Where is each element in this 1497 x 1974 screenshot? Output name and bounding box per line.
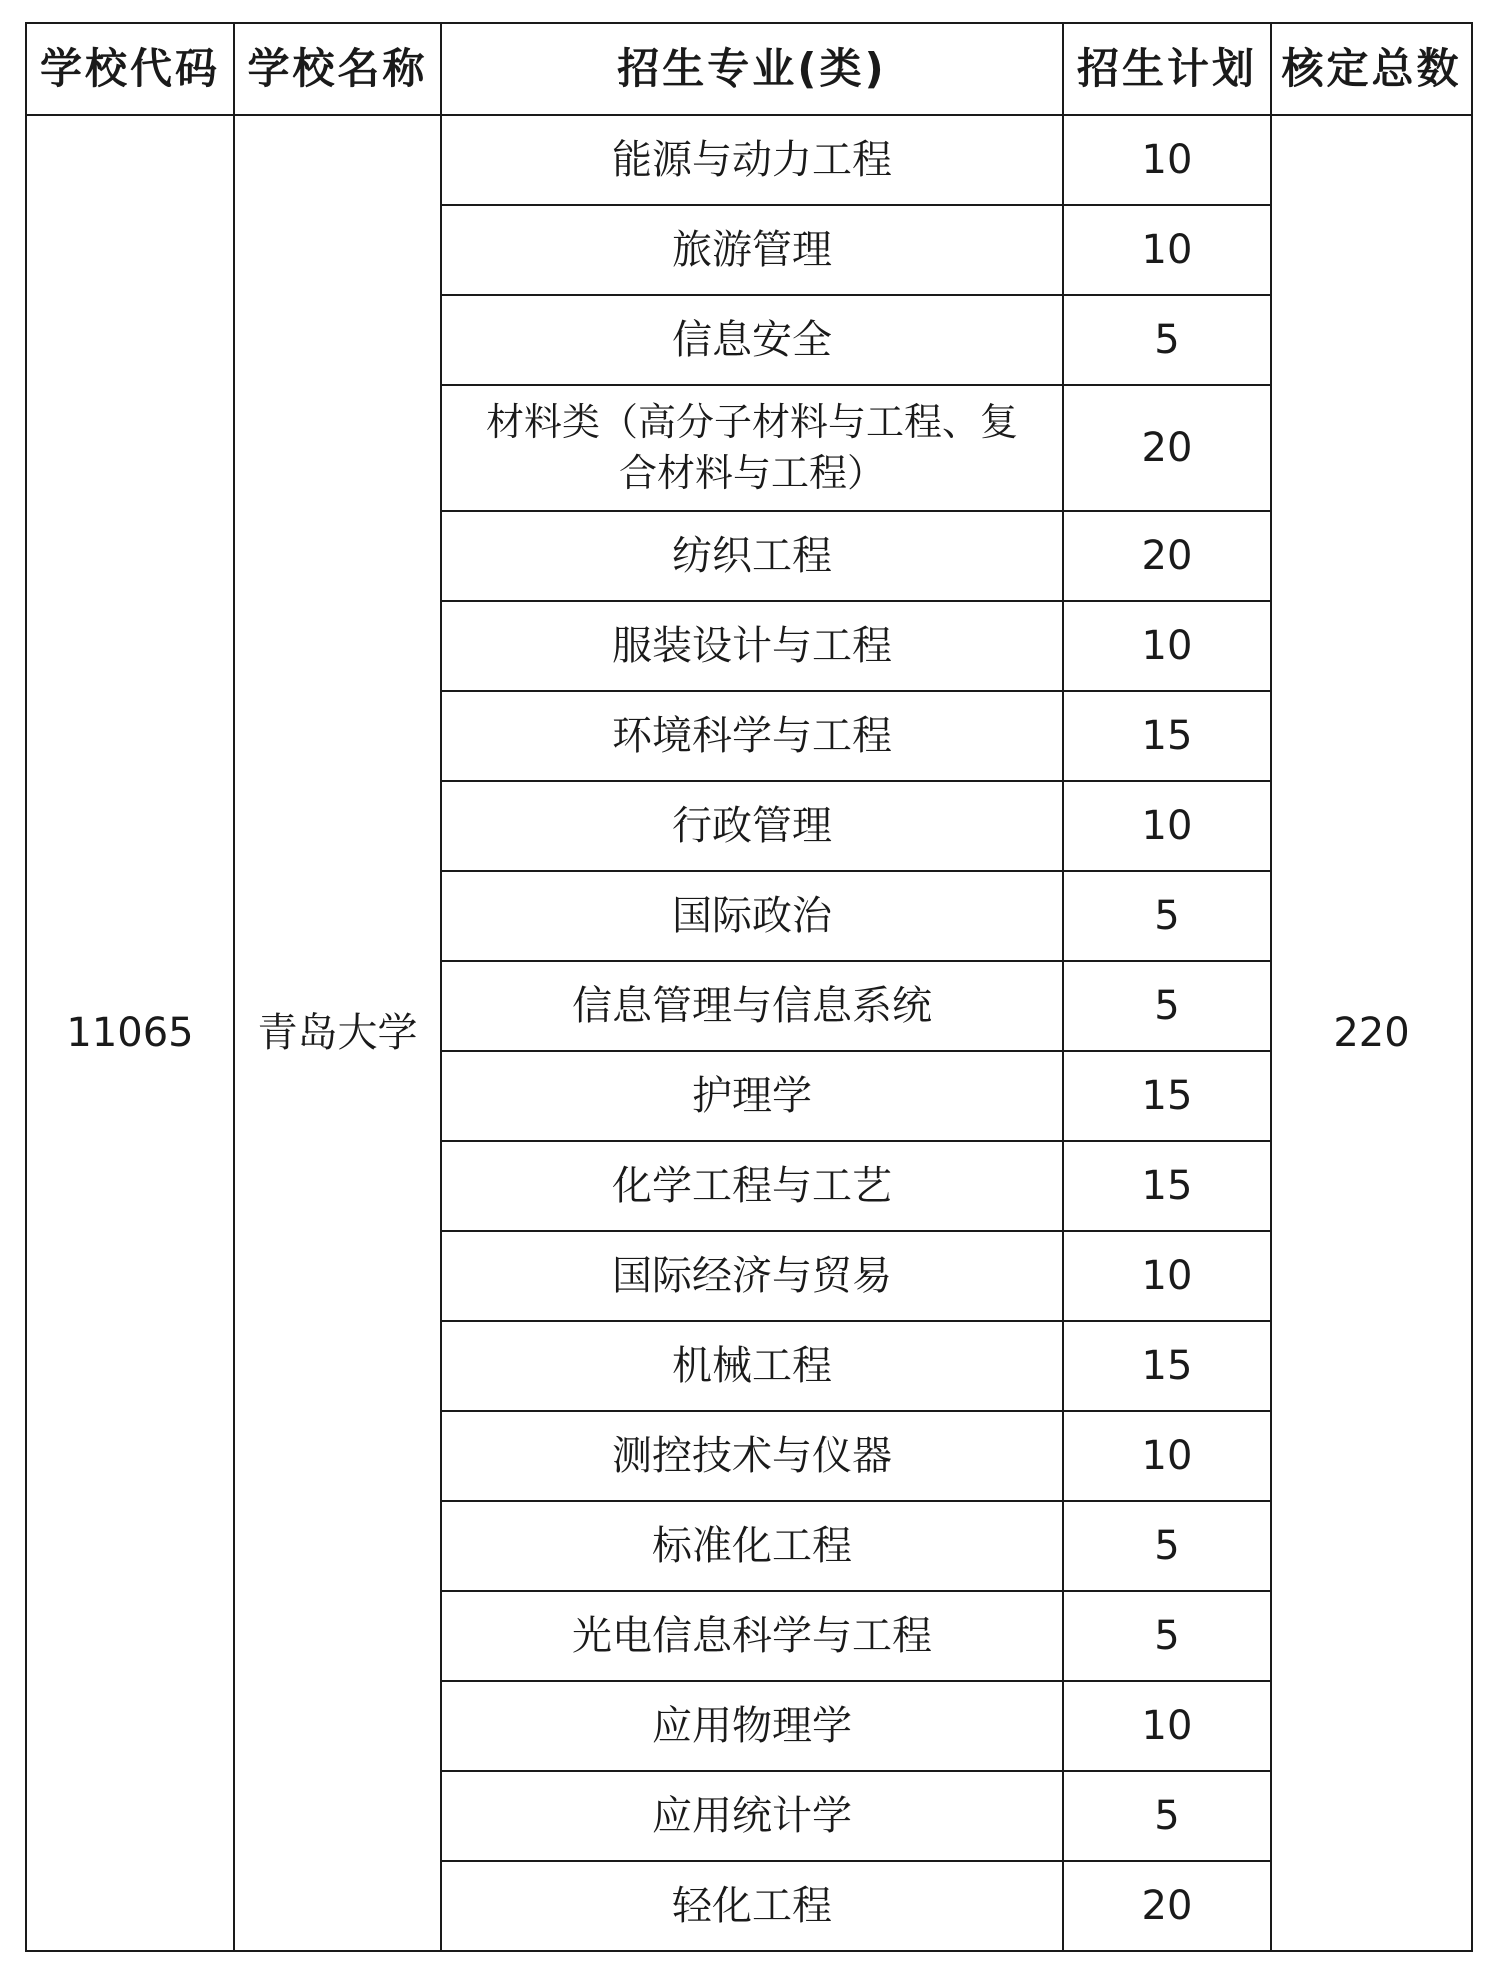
major-cell: 轻化工程 — [441, 1861, 1063, 1951]
major-cell: 应用物理学 — [441, 1681, 1063, 1771]
major-cell: 纺织工程 — [441, 511, 1063, 601]
major-cell: 测控技术与仪器 — [441, 1411, 1063, 1501]
major-cell: 光电信息科学与工程 — [441, 1591, 1063, 1681]
major-cell: 行政管理 — [441, 781, 1063, 871]
plan-cell: 5 — [1063, 961, 1271, 1051]
major-cell: 信息安全 — [441, 295, 1063, 385]
major-cell: 材料类（高分子材料与工程、复合材料与工程） — [441, 385, 1063, 511]
plan-cell: 10 — [1063, 1681, 1271, 1771]
plan-cell: 10 — [1063, 601, 1271, 691]
major-cell: 国际经济与贸易 — [441, 1231, 1063, 1321]
enrollment-plan-table — [25, 22, 1473, 1952]
plan-cell: 15 — [1063, 1051, 1271, 1141]
header-row — [26, 23, 1472, 115]
major-cell: 环境科学与工程 — [441, 691, 1063, 781]
plan-cell: 10 — [1063, 1411, 1271, 1501]
major-cell: 机械工程 — [441, 1321, 1063, 1411]
header-plan: 招生计划 — [1063, 23, 1271, 115]
plan-cell: 10 — [1063, 1231, 1271, 1321]
plan-cell: 5 — [1063, 295, 1271, 385]
plan-cell: 10 — [1063, 781, 1271, 871]
header-school-name: 学校名称 — [234, 23, 441, 115]
table-row — [26, 115, 1472, 205]
plan-cell: 10 — [1063, 115, 1271, 205]
plan-cell: 20 — [1063, 1861, 1271, 1951]
header-school-code: 学校代码 — [26, 23, 234, 115]
plan-cell: 20 — [1063, 511, 1271, 601]
major-cell: 护理学 — [441, 1051, 1063, 1141]
plan-cell: 5 — [1063, 1771, 1271, 1861]
major-cell: 信息管理与信息系统 — [441, 961, 1063, 1051]
major-cell: 化学工程与工艺 — [441, 1141, 1063, 1231]
plan-cell: 15 — [1063, 1141, 1271, 1231]
school-name-cell: 青岛大学 — [234, 115, 441, 1951]
plan-cell: 15 — [1063, 691, 1271, 781]
major-cell: 服装设计与工程 — [441, 601, 1063, 691]
major-cell: 能源与动力工程 — [441, 115, 1063, 205]
header-major: 招生专业(类) — [441, 23, 1063, 115]
plan-cell: 15 — [1063, 1321, 1271, 1411]
major-cell: 应用统计学 — [441, 1771, 1063, 1861]
plan-cell: 10 — [1063, 205, 1271, 295]
school-code-cell: 11065 — [26, 115, 234, 1951]
major-cell: 标准化工程 — [441, 1501, 1063, 1591]
header-total: 核定总数 — [1271, 23, 1472, 115]
plan-cell: 5 — [1063, 1591, 1271, 1681]
major-cell: 旅游管理 — [441, 205, 1063, 295]
total-cell: 220 — [1271, 115, 1472, 1951]
major-cell: 国际政治 — [441, 871, 1063, 961]
plan-cell: 5 — [1063, 1501, 1271, 1591]
plan-cell: 20 — [1063, 385, 1271, 511]
plan-cell: 5 — [1063, 871, 1271, 961]
